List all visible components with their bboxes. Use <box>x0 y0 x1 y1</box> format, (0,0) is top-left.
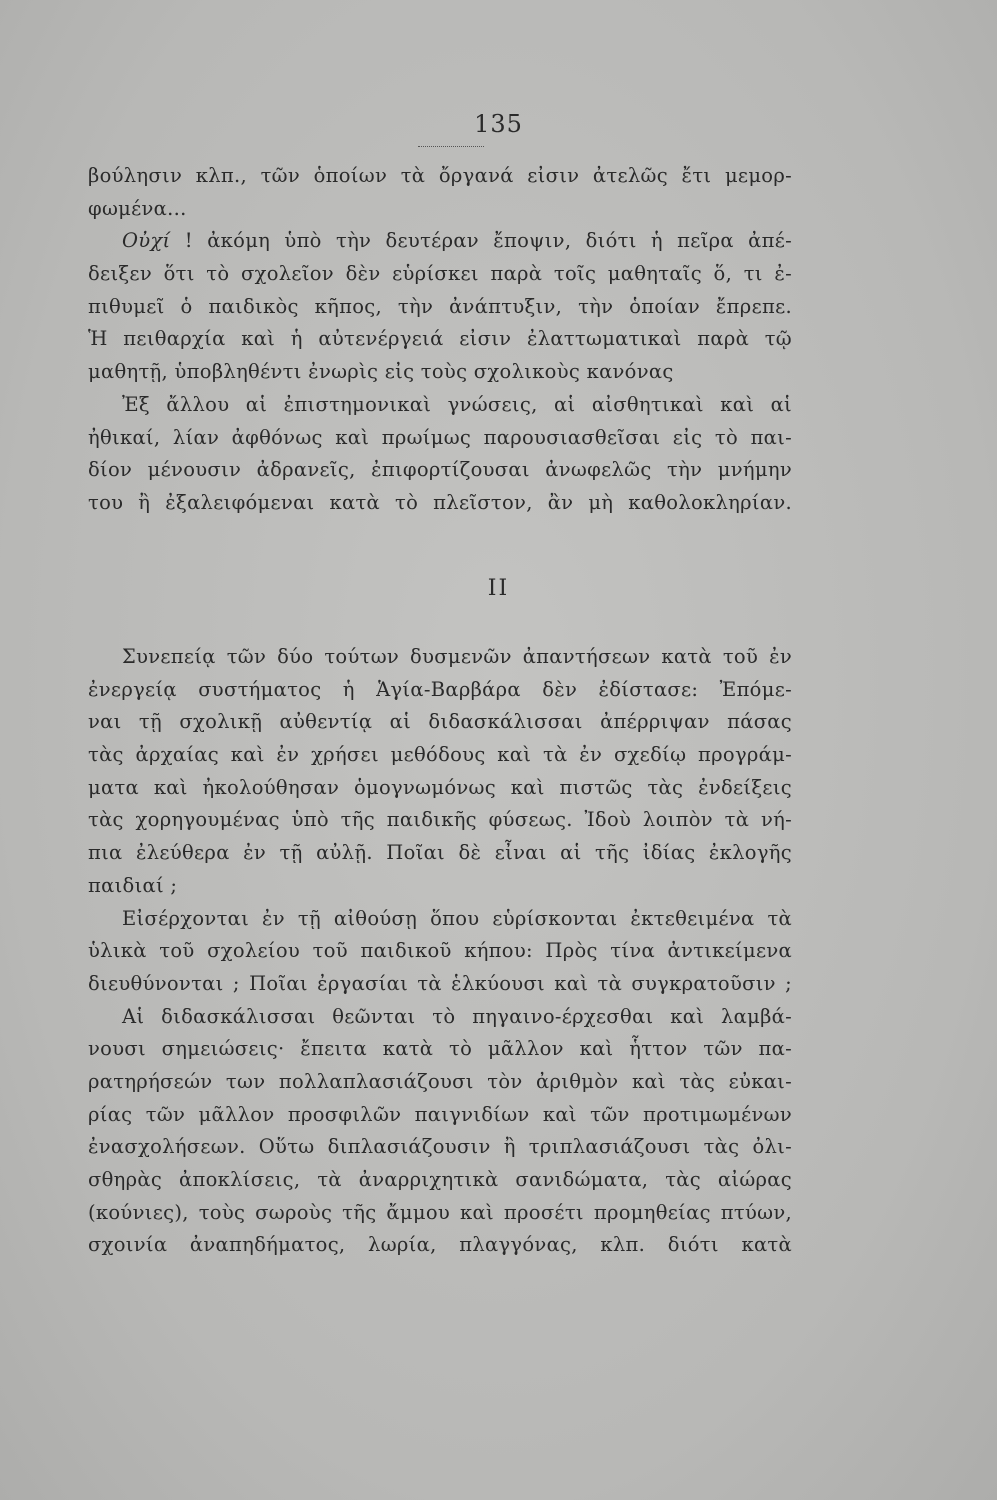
text-line: Συνεπείᾳ τῶν δύο τούτων δυσμενῶν ἀπαντήσεων κατὰ τοῦ ἐν <box>122 645 792 668</box>
text-line: διευθύνονται ; Ποῖαι ἐργασίαι τὰ ἑλκύουσι καὶ τὰ συγκρατοῦσιν ; <box>88 971 792 995</box>
text-line: Ἡ πειθαρχία καὶ ἡ αὐτενέργειά εἰσιν ἐλαττωματικαὶ παρὰ τῷ <box>88 327 792 351</box>
text-line: ἠθικαί, λίαν ἀφθόνως καὶ πρωίμως παρουσιασθεῖσαι εἰς τὸ παι- <box>88 425 792 449</box>
text-line-rest: ! ἀκόμη ὑπὸ τὴν δευτέραν ἔποψιν, διότι ἡ πεῖρα ἀπέ- <box>184 229 793 253</box>
section-heading: II <box>487 576 510 601</box>
text-line: σθηρὰς ἀποκλίσεις, τὰ ἀναρριχητικὰ σανιδώματα, τὰς αἰώρας <box>88 1168 792 1191</box>
text-line: δειξεν ὅτι τὸ σχολεῖον δὲν εὑρίσκει παρὰ τοῖς μαθηταῖς ὅ, τι ἐ- <box>88 262 792 286</box>
text-line: πια ἐλεύθερα ἐν τῇ αὐλῇ. Ποῖαι δὲ εἶναι αἱ τῆς ἰδίας ἐκλογῆς <box>88 841 792 865</box>
text-line: φωμένα... <box>88 196 187 220</box>
text-line: ἐνεργείᾳ συστήματος ἡ Ἁγία-Βαρβάρα δὲν ἐδίστασε: Ἐπόμε- <box>88 677 792 701</box>
text-line: του ἢ ἐξαλειφόμεναι κατὰ τὸ πλεῖστον, ἂν μὴ καθολοκληρίαν. <box>88 490 792 514</box>
text-line: μαθητῇ, ὑποβληθέντι ἐνωρὶς εἰς τοὺς σχολικοὺς κανόνας <box>88 360 674 384</box>
italic-word: Οὐχί <box>122 229 171 253</box>
paragraph-block-1 <box>88 160 792 520</box>
text-line: Εἰσέρχονται ἐν τῇ αἰθούσῃ ὅπου εὑρίσκονται ἐκτεθειμένα τὰ <box>122 906 792 930</box>
paragraph-block-2 <box>88 641 792 1262</box>
text-line: ματα καὶ ἠκολούθησαν ὁμογνωμόνως καὶ πιστῶς τὰς ἐνδείξεις <box>88 775 792 799</box>
text-line: βούλησιν κλπ., τῶν ὁποίων τὰ ὄργανά εἰσιν ἀτελῶς ἔτι μεμορ- <box>88 164 792 187</box>
page-number-rule <box>418 146 484 147</box>
text-line: τὰς ἀρχαίας καὶ ἐν χρήσει μεθόδους καὶ τὰ ἐν σχεδίῳ προγράμ- <box>88 743 792 767</box>
text-line: ναι τῇ σχολικῇ αὐθεντίᾳ αἱ διδασκάλισσαι ἀπέρριψαν πάσας <box>88 710 792 734</box>
text-line: παιδιαί ; <box>88 873 178 897</box>
text-line: ρατηρήσεών των πολλαπλασιάζουσι τὸν ἀριθμὸν καὶ τὰς εὐκαι- <box>88 1069 792 1093</box>
text-line: νουσι σημειώσεις· ἔπειτα κατὰ τὸ μᾶλλον καὶ ἧττον τῶν πα- <box>88 1037 792 1061</box>
text-line: Αἱ διδασκάλισσαι θεῶνται τὸ πηγαινο-έρχεσθαι καὶ λαμβά- <box>122 1004 792 1028</box>
text-line: τὰς χορηγουμένας ὑπὸ τῆς παιδικῆς φύσεως. Ἰδοὺ λοιπὸν τὰ νή- <box>88 808 792 832</box>
text-line: ρίας τῶν μᾶλλον προσφιλῶν παιγνιδίων καὶ τῶν προτιμωμένων <box>88 1102 792 1126</box>
text-line: σχοινία ἀναπηδήματος, λωρία, πλαγγόνας, κλπ. διότι κατὰ <box>88 1233 792 1257</box>
text-line <box>88 225 792 258</box>
text-line: (κούνιες), τοὺς σωροὺς τῆς ἄμμου καὶ προσέτι προμηθείας πτύων, <box>88 1200 792 1224</box>
page-number: 135 <box>474 110 523 138</box>
text-line: πιθυμεῖ ὁ παιδικὸς κῆπος, τὴν ἀνάπτυξιν, τὴν ὁποίαν ἔπρεπε. <box>88 294 792 318</box>
text-line: Ἐξ ἄλλου αἱ ἐπιστημονικαὶ γνώσεις, αἱ αἰσθητικαὶ καὶ αἱ <box>122 392 792 416</box>
text-line: δίον μένουσιν ἀδρανεῖς, ἐπιφορτίζουσαι ἀνωφελῶς τὴν μνήμην <box>88 458 792 482</box>
text-line: ὑλικὰ τοῦ σχολείου τοῦ παιδικοῦ κήπου: Πρὸς τίνα ἀντικείμενα <box>88 939 792 963</box>
text-line: ἐνασχολήσεων. Οὕτω διπλασιάζουσιν ἢ τριπλασιάζουσι τὰς ὀλι- <box>88 1135 792 1159</box>
